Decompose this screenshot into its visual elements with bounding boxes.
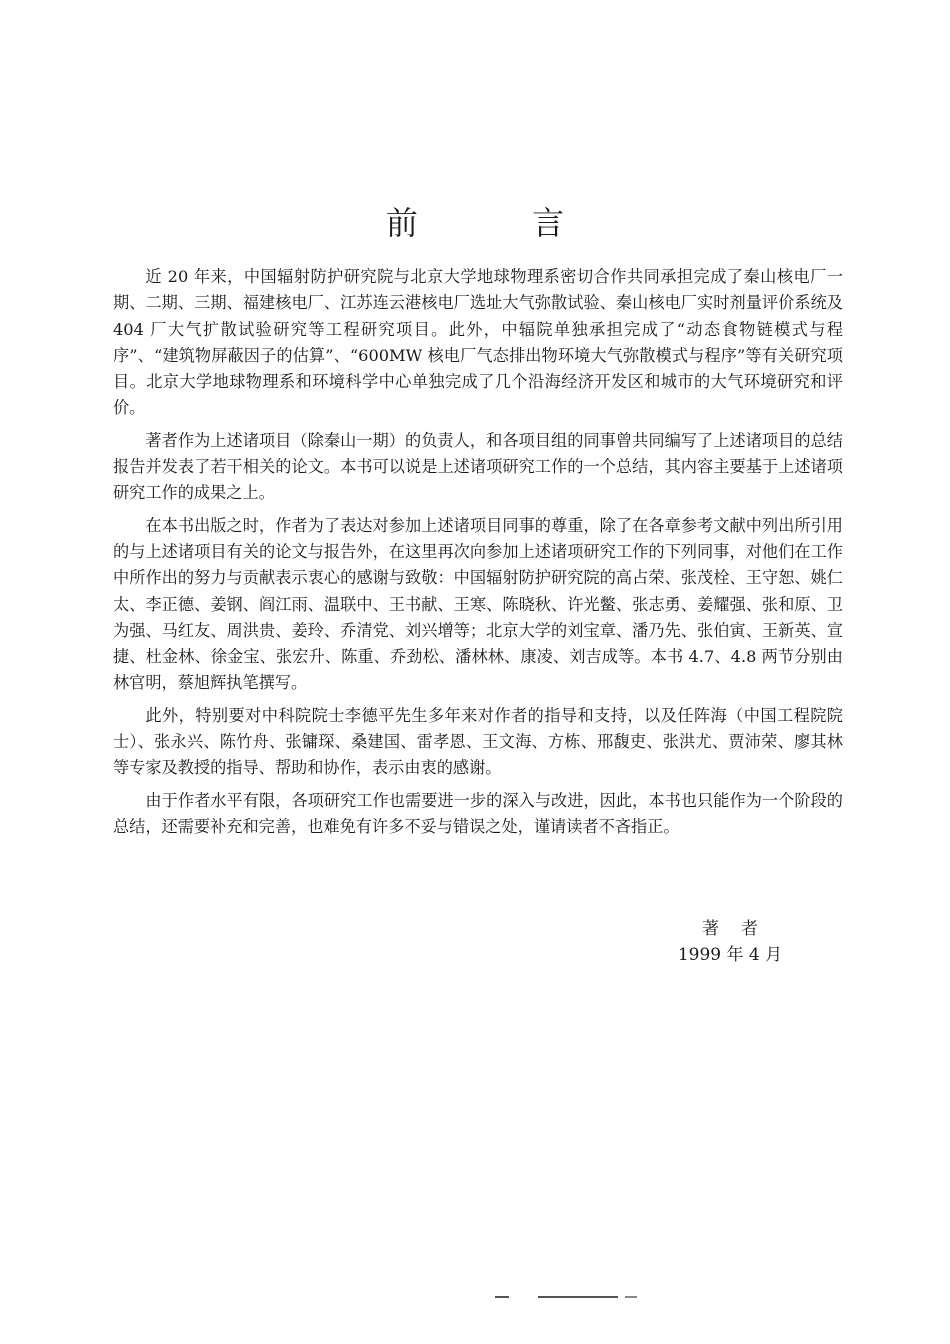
signature-date: 1999 年 4 月: [677, 945, 783, 965]
paragraph-3: 在本书出版之时，作者为了表达对参加上述诸项目同事的尊重，除了在各章参考文献中列出所引用的与上述诸项目有关的论文与报告外，在这里再次向参加上述诸项研究工作的下列同事，对他们在工作中所作出的努力与贡献表示衷心的感谢与致敬：中国辐射防护研究院的高占荣、张茂栓、王守恕、姚仁太、李正德、姜钢、阎江雨、温联中、王书献、王寒、陈晓秋、许光鳖、张志勇、姜耀强、张和原、卫为强、马红友、周洪贵、姜玲、乔清党、刘兴增等；北京大学的刘宝章、潘乃先、张伯寅、王新英、宣捷、杜金林、徐金宝、张宏升、陈重、乔劲松、潘林林、康凌、刘吉成等。本书 4.7、4.8 两节分别由林官明，蔡旭辉执笔撰写。: [113, 515, 843, 693]
paragraph-5: 由于作者水平有限，各项研究工作也需要进一步的深入与改进，因此，本书也只能作为一个阶段的总结，还需要补充和完善，也难免有许多不妥与错误之处，谨请读者不吝指正。: [113, 790, 843, 836]
preface-body: [113, 264, 843, 846]
page-title: 前 言: [385, 204, 617, 242]
scan-artifact-mark: [625, 1296, 637, 1298]
scan-artifact-mark: [538, 1296, 618, 1298]
paragraph-1: 近 20 年来，中国辐射防护研究院与北京大学地球物理系密切合作共同承担完成了秦山核电厂一期、二期、三期、福建核电厂、江苏连云港核电厂选址大气弥散试验、秦山核电厂实时剂量评价系统及 404 厂大气扩散试验研究等工程研究项目。此外，中辐院单独承担完成了“动态食物链模式与程序”、“建筑物屏蔽因子的估算”、“600MW 核电厂气态排出物环境大气弥散模式与程序”等有关研究项目。北京大学地球物理系和环境科学中心单独完成了几个沿海经济开发区和城市的大气环境研究和评价。: [113, 267, 843, 418]
paragraph-2: 著者作为上述诸项目（除秦山一期）的负责人，和各项目组的同事曾共同编写了上述诸项目的总结报告并发表了若干相关的论文。本书可以说是上述诸项研究工作的一个总结，其内容主要基于上述诸项研究工作的成果之上。: [113, 430, 843, 503]
paragraph-4: 此外，特别要对中科院院士李德平先生多年来对作者的指导和支持，以及任阵海（中国工程院院士）、张永兴、陈竹舟、张镛琛、桑建国、雷孝恩、王文海、方栋、邢馥吏、张洪尤、贾沛荣、廖其林等专家及教授的指导、帮助和协作，表示由衷的感谢。: [113, 705, 843, 778]
scan-artifact-mark: [495, 1296, 509, 1298]
signature-author: 著者: [702, 919, 780, 939]
